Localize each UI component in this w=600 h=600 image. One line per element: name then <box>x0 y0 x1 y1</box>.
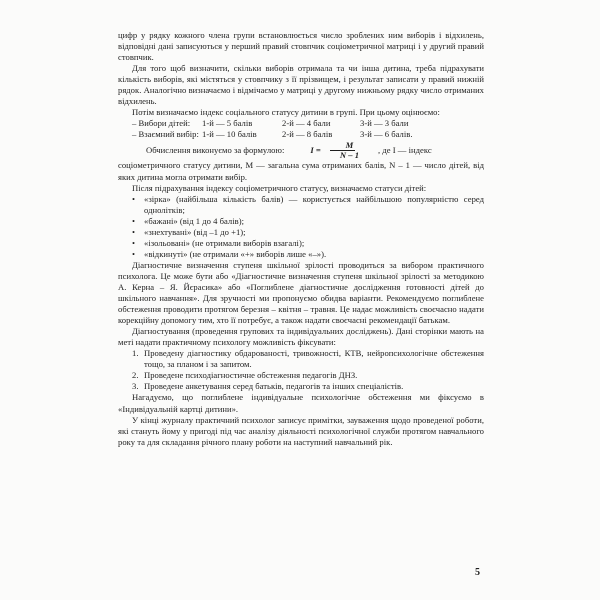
paragraph-formula-explanation: соціометричного статусу дитини, M — загальна сума отриманих балів, N – 1 — число дітей, від яких дитина могла отримати вибір. <box>118 160 484 182</box>
score-label: – Взаємний вибір: <box>132 129 199 140</box>
formula-lhs: I = <box>310 145 321 156</box>
paragraph-status-index: Потім визначаємо індекс соціального статусу дитини в групі. При цьому оцінюємо: <box>132 107 440 118</box>
status-list <box>118 194 484 260</box>
status-isolated: • «ізольовані» (не отримали виборів взагалі); <box>118 238 484 249</box>
score-third: 3-й — 3 бали <box>360 118 409 129</box>
score-label: – Вибори дітей: <box>132 118 191 129</box>
score-second: 2-й — 8 балів <box>282 129 333 140</box>
score-row-choices <box>118 118 484 129</box>
score-row-mutual <box>118 129 484 140</box>
paragraph-reminder: Нагадуємо, що поглиблене індивідуальне психологічне обстеження ми фіксуємо в «Індивідуальній картці дитини». <box>118 392 484 414</box>
status-neglected: • «знехтувані» (від –1 до +1); <box>118 227 484 238</box>
status-desired: • «бажані» (від 1 до 4 балів); <box>118 216 484 227</box>
formula-line <box>118 141 484 160</box>
page-number: 5 <box>475 567 480 578</box>
formula-denominator: N – 1 <box>339 150 360 161</box>
status-star: • «зірка» (найбільша кількість балів) — користується найбільшою популярністю серед однолітків; <box>118 194 484 216</box>
body-text <box>118 30 484 448</box>
status-rejected: • «відкинуті» (не отримали «+» виборів лише «–»). <box>118 249 484 260</box>
paragraph-journal-notes: У кінці журналу практичний психолог записує примітки, зауваження щодо проведеної роботи, які стануть йому у пригоді під час аналізу діяльності психологічної служби протягом навчального року та для складання річного плану роботи на наступний навчальний рік. <box>118 414 484 447</box>
diagnostics-list <box>118 348 484 392</box>
formula-fraction <box>324 141 361 160</box>
formula-numerator: M <box>330 141 356 151</box>
score-third: 3-й — 6 балів. <box>360 129 413 140</box>
paragraph-matrix-continued: цифр у рядку кожного члена групи встановлюється число зроблених ним виборів і відхилень, відповідні дані записуються у перший правий стовпчик соціометричної матриці і у другий правий стовпчик. <box>118 30 484 63</box>
list-item: 1. Проведену діагностику обдарованості, тривожності, КТВ, нейропсихологічне обстеження тощо, за планом і за запитом. <box>132 348 484 370</box>
score-second: 2-й — 4 бали <box>282 118 331 129</box>
paragraph-diagnostics: Діагностування (проведення групових та індивідуальних досліджень). Дані сторінки мають на меті надати практичному психологу можливість фіксувати: <box>118 326 484 348</box>
score-first: 1-й — 10 балів <box>202 129 257 140</box>
score-first: 1-й — 5 балів <box>202 118 253 129</box>
list-item: 2. Проведене психодіагностичне обстеження педагогів ДНЗ. <box>132 370 358 381</box>
paragraph-count-choices: Для того щоб визначити, скільки виборів отримала та чи інша дитина, треба підрахувати кількість виборів, які містяться у стовпчику з її прізвищем, і результат записати у правий нижній рядок. Аналогічно визначаємо і відмічаємо у матриці у другому нижньому рядку число отриманих відхилень. <box>118 63 484 107</box>
list-item: 3. Проведене анкетування серед батьків, педагогів та інших спеціалістів. <box>132 381 404 392</box>
formula-after: , де I — індекс <box>378 145 432 156</box>
paragraph-school-maturity: Діагностичне визначення ступеня шкільної зрілості проводиться за вибором практичного психолога. Це може бути або «Діагностичне визначення ступеня шкільної зрілості за методикою А. Керна – Я. Йєрасика» або «Поглиблене діагностичне дослідження готовності дітей до шкільного навчання». Для зручності ми пропонуємо обидва варіанти. Рекомендуємо поглиблене обстеження проводити протягом березня – квітня – травня. Це надає можливість своєчасно надати корекційну допомогу тим, хто її потребує, а також надати своєчасні рекомендації батькам. <box>118 259 484 326</box>
score-table <box>118 118 484 140</box>
paragraph-statuses-intro: Після підрахування індексу соціометричного статусу, визначаємо статуси дітей: <box>132 182 427 193</box>
formula-intro: Обчислення виконуємо за формулою: <box>146 145 285 156</box>
